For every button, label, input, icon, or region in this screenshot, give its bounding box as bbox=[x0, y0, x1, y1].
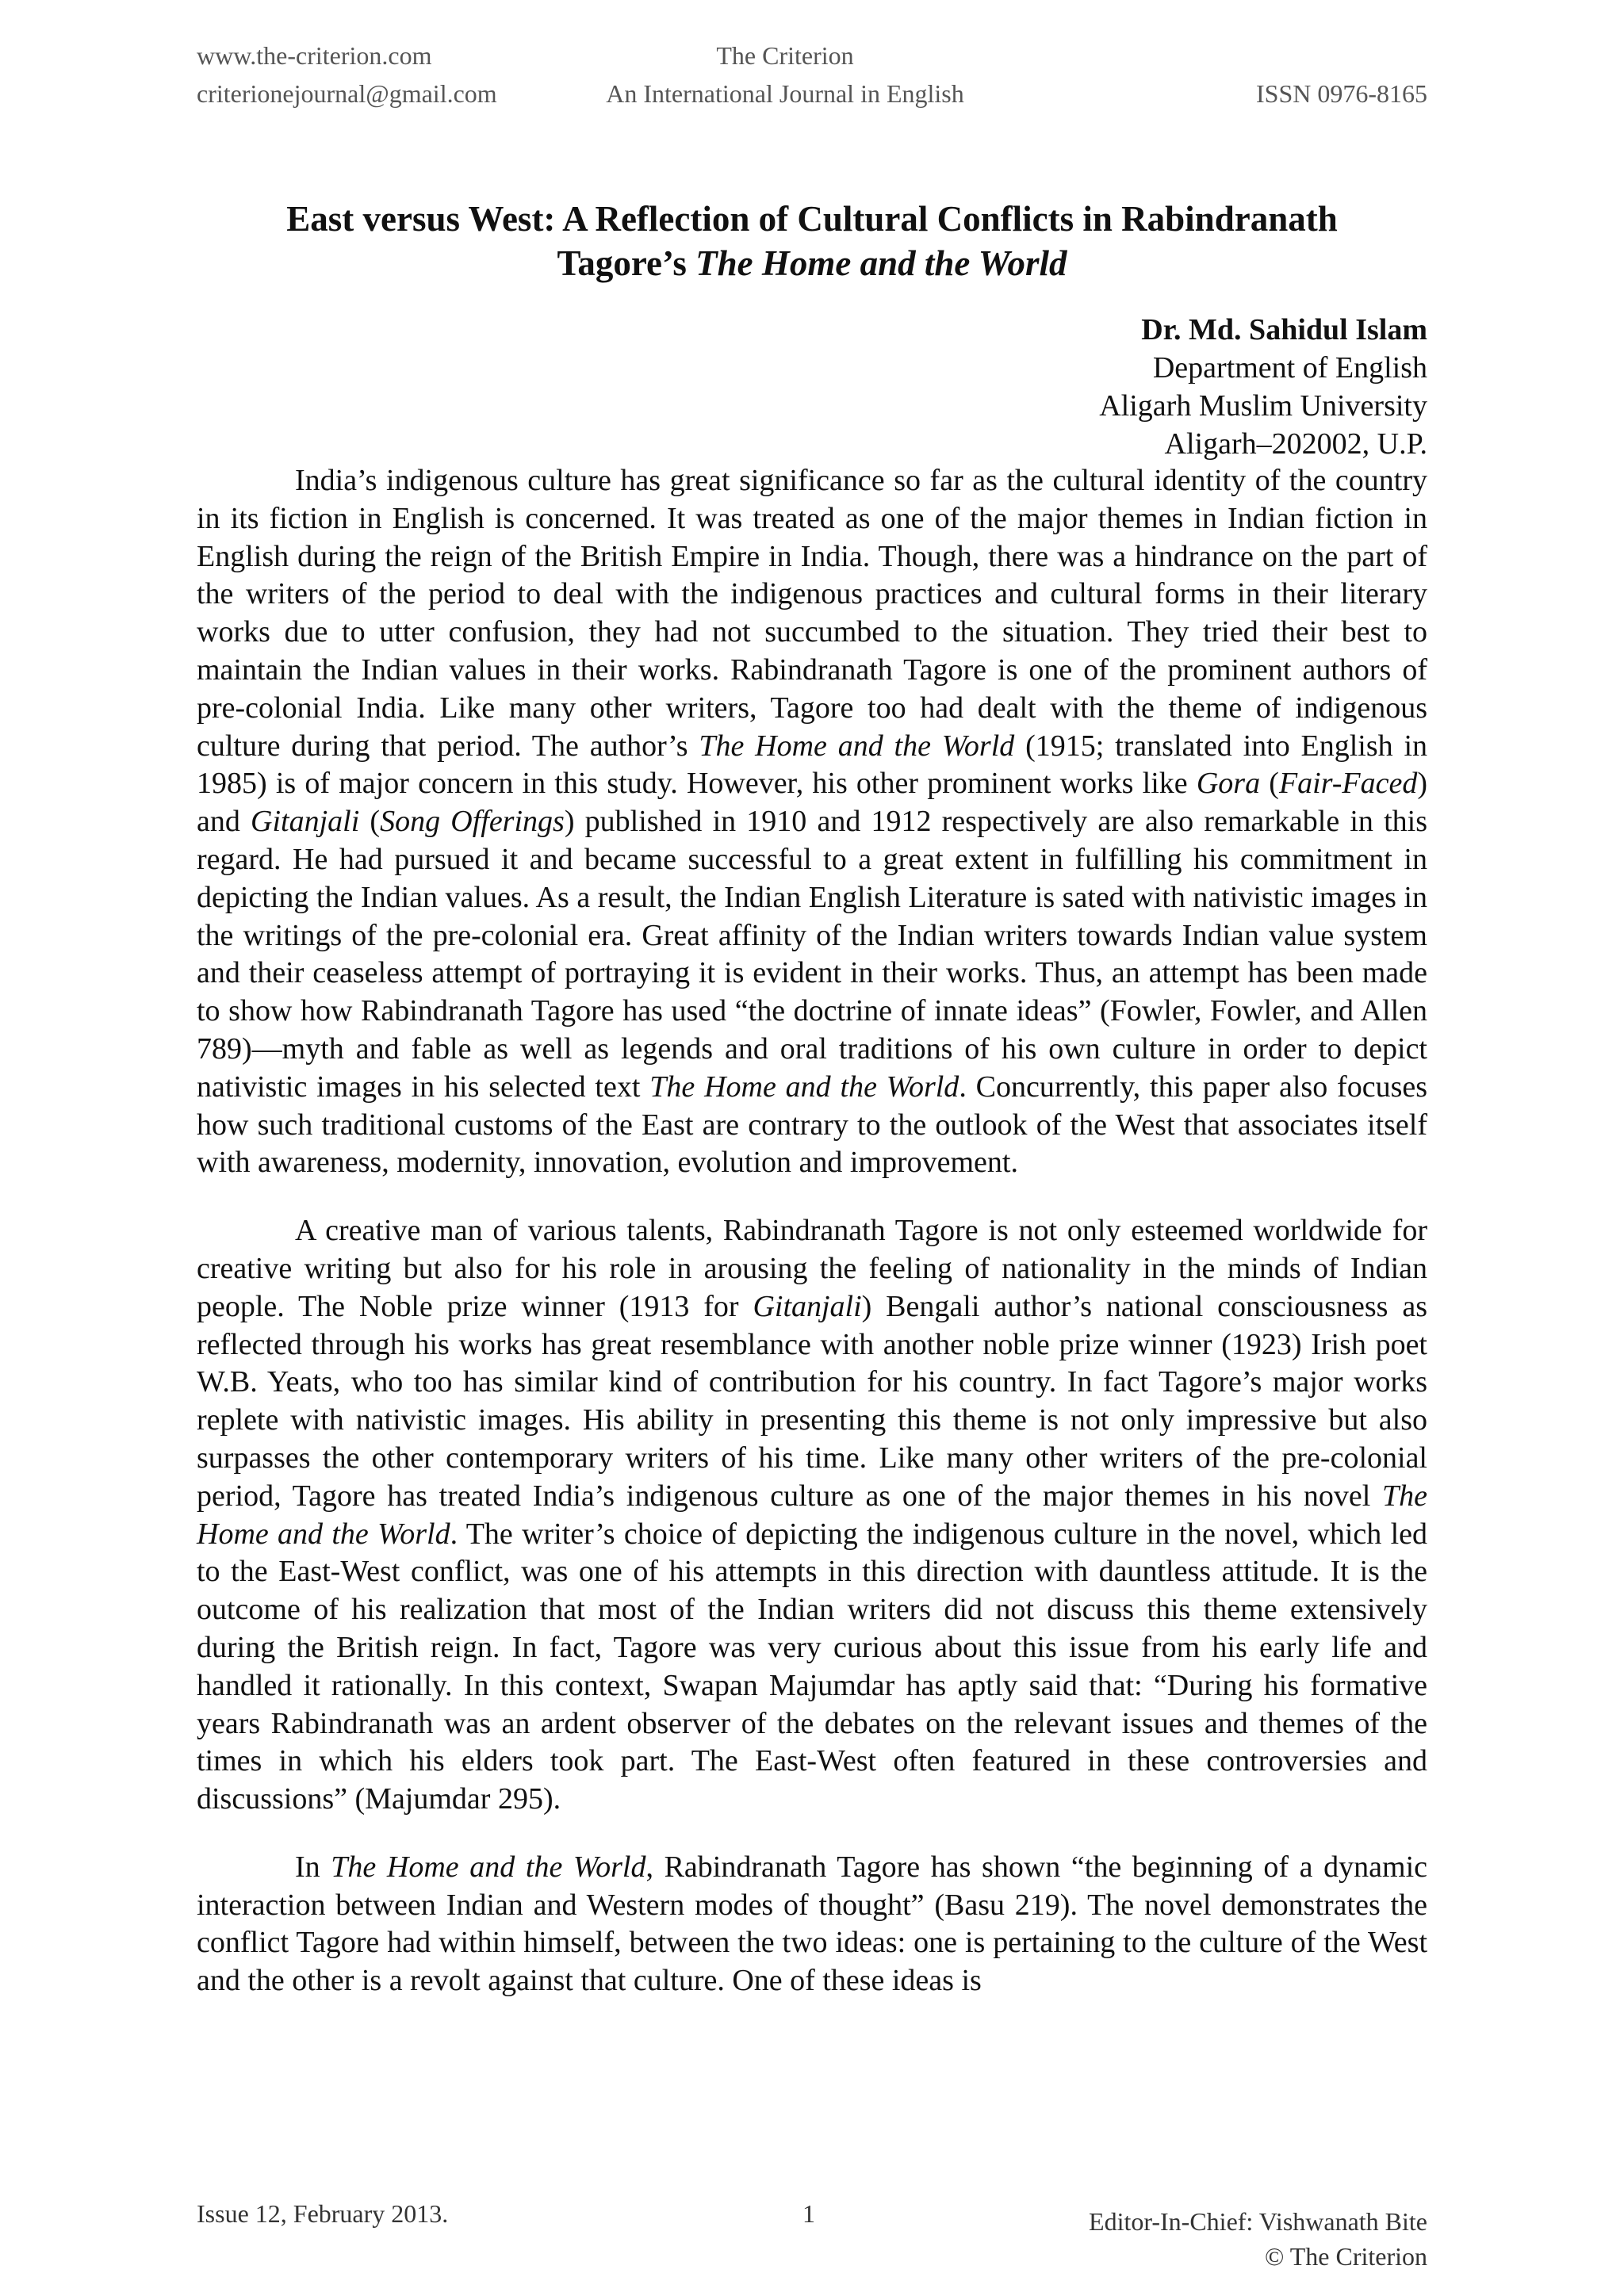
italic-title: The Home and the World bbox=[197, 1479, 1427, 1551]
footer-issue: Issue 12, February 2013. bbox=[197, 2199, 449, 2228]
italic-title: The Home and the World bbox=[331, 1850, 646, 1884]
paragraph-2 bbox=[197, 1212, 1427, 1819]
paragraph-3 bbox=[197, 1849, 1427, 2000]
author-university: Aligarh Muslim University bbox=[1099, 389, 1427, 423]
website-link[interactable]: www.the-criterion.com bbox=[197, 41, 432, 70]
title-line-1: East versus West: A Reflection of Cultural Conflicts in Rabindranath bbox=[286, 199, 1338, 239]
copyright: © The Criterion bbox=[1264, 2242, 1427, 2271]
text-run: India’s indigenous culture has great significance so far as the cultural identity of the country in its fiction in English is concerned. It was treated as one of the major themes in Indian fiction in English during the reign of the British Empire in India. Though, there was a hindrance on the part of the writers of the period to deal with the indigenous practices and cultural forms in their literary works due to utter confusion, they had not succumbed to the situation. They tried their best to maintain the Indian values in their works. Rabindranath Tagore is one of the prominent authors of pre-colonial India. Like many other writers, Tagore too had dealt with the theme of indigenous culture during that period. The author’s bbox=[197, 464, 1427, 763]
italic-title: Gitanjali bbox=[251, 805, 360, 839]
author-location: Aligarh–202002, U.P. bbox=[1164, 427, 1427, 461]
page-number: 1 bbox=[802, 2199, 815, 2228]
text-run: . Concurrently, this paper also focuses how such traditional customs of the East are contrary to the outlook of the West that associates itself with awareness, modernity, innovation, evolution and improvement. bbox=[197, 1070, 1428, 1180]
italic-title: Gitanjali bbox=[753, 1289, 862, 1323]
text-run: ) published in 1910 and 1912 respectively are also remarkable in this regard. He had pursued it and became successful to a great extent in fulfilling his commitment in depicting the Indian values. As a result, the Indian English Literature is sated with nativistic images in the writings of the pre-colonial era. Great affinity of the Indian writers towards Indian value system and their ceaseless attempt of portraying it is evident in their works. Thus, an attempt has been made to show how Rabindranath Tagore has used “the doctrine of innate ideas” (Fowler, Fowler, and Allen 789)―myth and fable as well as legends and oral traditions of his own culture in order to depict nativistic images in his selected text bbox=[197, 805, 1427, 1104]
text-run: . The writer’s choice of depicting the indigenous culture in the novel, which led to the East-West conflict, was one of his attempts in this direction with dauntless attitude. It is the outcome of his realization that most of the Indian writers did not discuss this theme extensively during the British reign. In fact, Tagore was very curious about this issue from his early life and handled it rationally. In this context, Swapan Majumdar has aptly said that: “During his formative years Rabindranath was an ardent observer of the debates on the relevant issues and themes of the times in which his elders took part. The East-West often featured in these controversies and discussions” (Majumdar 295). bbox=[197, 1517, 1427, 1816]
email-link[interactable]: criterionejournal@gmail.com bbox=[197, 79, 497, 108]
italic-title: Gora bbox=[1196, 767, 1261, 801]
article-body bbox=[197, 462, 1427, 2030]
editor-in-chief: Editor-In-Chief: Vishwanath Bite bbox=[1089, 2207, 1427, 2236]
header-left bbox=[197, 36, 497, 113]
text-run: ) Bengali author’s national consciousness as reflected through his works has great resemblance with another noble prize winner (1923) Irish poet W.B. Yeats, who too has similar kind of contribution for his country. In fact Tagore’s major works replete with nativistic images. His ability in presenting this theme is not only impressive but also surpasses the other contemporary writers of his time. Like many other writers of the pre-colonial period, Tagore has treated India’s indigenous culture as one of the major themes in his novel bbox=[197, 1289, 1427, 1513]
issn: ISSN 0976-8165 bbox=[1255, 79, 1427, 108]
paragraph-1 bbox=[197, 462, 1427, 1182]
text-run: A creative man of various talents, Rabindranath Tagore is not only esteemed worldwide for creative writing but also for his role in arousing the feeling of nationality in the minds of Indian people. The Noble prize winner (1913 for bbox=[197, 1214, 1427, 1323]
author-department: Department of English bbox=[1152, 351, 1427, 385]
italic-title: Song Offerings bbox=[380, 805, 565, 839]
article-title bbox=[197, 197, 1427, 285]
text-run: ( bbox=[1260, 767, 1279, 801]
text-run: (1915; translated into English in 1985) is of major concern in this study. However, his other prominent works like bbox=[197, 729, 1428, 801]
header-right bbox=[1256, 36, 1427, 113]
journal-name: The Criterion bbox=[716, 41, 854, 70]
text-run: In bbox=[295, 1850, 331, 1884]
journal-subtitle: An International Journal in English bbox=[606, 79, 964, 108]
italic-title: Fair-Faced bbox=[1278, 767, 1418, 801]
italic-title: The Home and the World bbox=[699, 729, 1015, 763]
text-run: , Rabindranath Tagore has shown “the beginning of a dynamic interaction between Indian and Western modes of thought” (Basu 219). The novel demonstrates the conflict Tagore had within himself, between the two ideas: one is pertaining to the culture of the West and the other is a revolt against that culture. One of these ideas is bbox=[197, 1850, 1428, 1998]
title-line-2-prefix: Tagore’s bbox=[557, 243, 696, 283]
italic-title: The Home and the World bbox=[649, 1070, 959, 1104]
author-block bbox=[1099, 311, 1427, 463]
text-run: ) and bbox=[197, 767, 1427, 839]
author-name: Dr. Md. Sahidul Islam bbox=[1141, 313, 1427, 346]
title-line-2-italic: The Home and the World bbox=[695, 243, 1067, 283]
text-run: ( bbox=[359, 805, 381, 839]
header-center bbox=[571, 36, 999, 113]
footer-right bbox=[1089, 2204, 1427, 2274]
